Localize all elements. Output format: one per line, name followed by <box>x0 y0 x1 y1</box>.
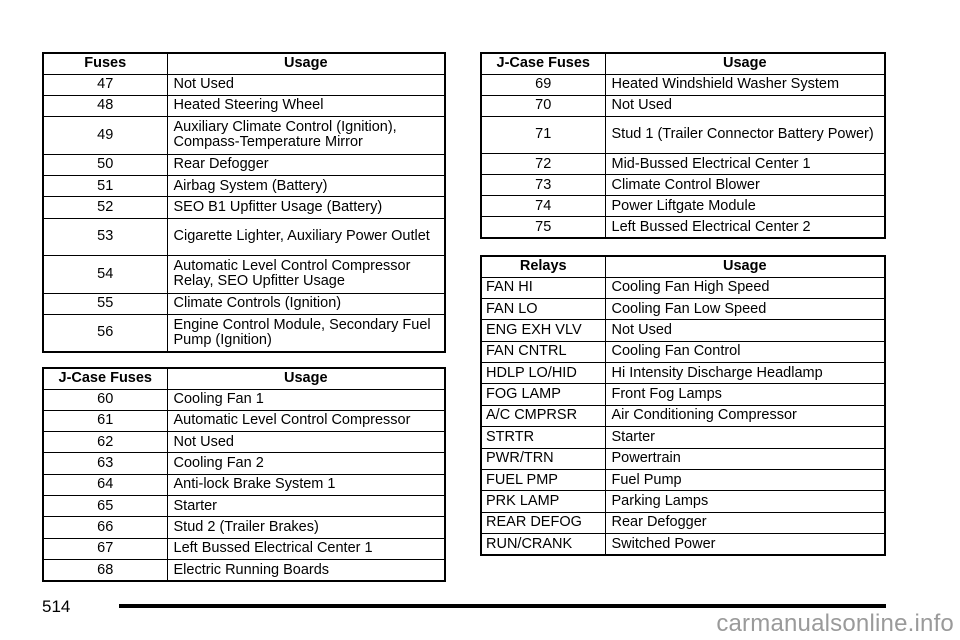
table-header-row <box>43 53 445 74</box>
fuse-number: 61 <box>43 410 167 431</box>
fuse-usage: Left Bussed Electrical Center 2 <box>605 217 885 238</box>
table-row <box>43 175 445 196</box>
fuse-number: 56 <box>43 314 167 352</box>
jcase-fuses-table-1 <box>42 367 446 582</box>
relay-code: REAR DEFOG <box>481 512 605 533</box>
fuse-number: 65 <box>43 496 167 517</box>
relay-code: HDLP LO/HID <box>481 363 605 384</box>
fuse-usage: Starter <box>167 496 445 517</box>
table-row <box>481 363 885 384</box>
fuse-usage: Cooling Fan 1 <box>167 389 445 410</box>
fuse-number: 60 <box>43 389 167 410</box>
table-row <box>481 74 885 95</box>
table-row <box>481 427 885 448</box>
column-header: Usage <box>605 53 885 74</box>
table-row <box>481 217 885 238</box>
fuse-number: 51 <box>43 175 167 196</box>
table-row <box>43 538 445 559</box>
page-number: 514 <box>42 597 71 616</box>
fuses-table <box>42 52 446 353</box>
fuse-number: 74 <box>481 196 605 217</box>
fuse-usage: Rear Defogger <box>167 154 445 175</box>
fuse-number: 67 <box>43 538 167 559</box>
fuse-usage: Not Used <box>167 432 445 453</box>
fuse-number: 50 <box>43 154 167 175</box>
column-header: J-Case Fuses <box>481 53 605 74</box>
column-header: J-Case Fuses <box>43 368 167 389</box>
table-row <box>481 116 885 153</box>
relay-code: A/C CMPRSR <box>481 405 605 426</box>
fuse-usage: Left Bussed Electrical Center 1 <box>167 538 445 559</box>
fuse-usage: Not Used <box>605 95 885 116</box>
fuse-number: 54 <box>43 256 167 294</box>
relay-usage: Starter <box>605 427 885 448</box>
fuse-number: 70 <box>481 95 605 116</box>
table-row <box>43 197 445 218</box>
table-row <box>43 74 445 95</box>
fuse-usage: SEO B1 Upfitter Usage (Battery) <box>167 197 445 218</box>
fuse-usage: Electric Running Boards <box>167 560 445 581</box>
fuse-number: 52 <box>43 197 167 218</box>
fuse-usage: Cigarette Lighter, Auxiliary Power Outlet <box>167 218 445 256</box>
fuse-usage: Anti-lock Brake System 1 <box>167 474 445 495</box>
fuse-number: 63 <box>43 453 167 474</box>
fuse-usage: Climate Controls (Ignition) <box>167 293 445 314</box>
table-row <box>481 153 885 174</box>
column-header: Relays <box>481 256 605 277</box>
relay-usage: Cooling Fan Control <box>605 341 885 362</box>
fuse-number: 75 <box>481 217 605 238</box>
fuse-usage: Automatic Level Control Compressor <box>167 410 445 431</box>
fuse-usage: Cooling Fan 2 <box>167 453 445 474</box>
relay-usage: Hi Intensity Discharge Headlamp <box>605 363 885 384</box>
table-row <box>43 432 445 453</box>
fuse-usage: Mid-Bussed Electrical Center 1 <box>605 153 885 174</box>
relay-usage: Air Conditioning Compressor <box>605 405 885 426</box>
table-row <box>43 410 445 431</box>
table-row <box>43 517 445 538</box>
fuse-number: 55 <box>43 293 167 314</box>
table-header-row <box>481 53 885 74</box>
fuse-number: 48 <box>43 95 167 116</box>
column-header: Fuses <box>43 53 167 74</box>
fuse-usage: Airbag System (Battery) <box>167 175 445 196</box>
relay-usage: Not Used <box>605 320 885 341</box>
fuse-usage: Engine Control Module, Secondary Fuel Pump (Ignition) <box>167 314 445 352</box>
fuse-usage: Climate Control Blower <box>605 175 885 196</box>
footer-rule <box>119 604 886 608</box>
table-row <box>481 491 885 512</box>
table-row <box>481 320 885 341</box>
fuse-usage: Not Used <box>167 74 445 95</box>
fuse-number: 64 <box>43 474 167 495</box>
relay-code: PWR/TRN <box>481 448 605 469</box>
table-row <box>43 95 445 116</box>
relay-code: STRTR <box>481 427 605 448</box>
table-row <box>481 448 885 469</box>
table-row <box>481 175 885 196</box>
column-header: Usage <box>605 256 885 277</box>
relay-code: FAN CNTRL <box>481 341 605 362</box>
fuse-usage: Heated Steering Wheel <box>167 95 445 116</box>
fuse-usage: Power Liftgate Module <box>605 196 885 217</box>
fuse-number: 68 <box>43 560 167 581</box>
table-row <box>481 298 885 319</box>
table-row <box>481 534 885 556</box>
relay-usage: Cooling Fan Low Speed <box>605 298 885 319</box>
relays-table <box>480 255 886 556</box>
table-row <box>481 277 885 298</box>
table-row <box>481 469 885 490</box>
relay-code: FUEL PMP <box>481 469 605 490</box>
table-header-row <box>43 368 445 389</box>
relay-code: ENG EXH VLV <box>481 320 605 341</box>
relay-usage: Front Fog Lamps <box>605 384 885 405</box>
relay-code: FOG LAMP <box>481 384 605 405</box>
fuse-usage: Auxiliary Climate Control (Ignition), Compass-Temperature Mirror <box>167 117 445 155</box>
fuse-usage: Heated Windshield Washer System <box>605 74 885 95</box>
relay-usage: Cooling Fan High Speed <box>605 277 885 298</box>
fuse-usage: Stud 1 (Trailer Connector Battery Power) <box>605 116 885 153</box>
fuse-number: 53 <box>43 218 167 256</box>
table-row <box>43 293 445 314</box>
fuse-number: 49 <box>43 117 167 155</box>
table-row <box>43 218 445 256</box>
table-row <box>481 341 885 362</box>
fuse-number: 69 <box>481 74 605 95</box>
table-row <box>43 496 445 517</box>
table-row <box>43 256 445 294</box>
fuse-number: 71 <box>481 116 605 153</box>
table-row <box>43 560 445 581</box>
table-row <box>481 196 885 217</box>
fuse-usage: Stud 2 (Trailer Brakes) <box>167 517 445 538</box>
table-row <box>43 453 445 474</box>
relay-code: RUN/CRANK <box>481 534 605 556</box>
table-row <box>43 314 445 352</box>
relay-code: FAN LO <box>481 298 605 319</box>
relay-usage: Fuel Pump <box>605 469 885 490</box>
column-header: Usage <box>167 368 445 389</box>
fuse-number: 62 <box>43 432 167 453</box>
relay-usage: Parking Lamps <box>605 491 885 512</box>
jcase-fuses-table-2 <box>480 52 886 239</box>
relay-usage: Powertrain <box>605 448 885 469</box>
table-header-row <box>481 256 885 277</box>
watermark: carmanualsonline.info <box>716 610 954 637</box>
relay-usage: Rear Defogger <box>605 512 885 533</box>
relay-code: PRK LAMP <box>481 491 605 512</box>
table-row <box>43 389 445 410</box>
fuse-number: 73 <box>481 175 605 196</box>
table-row <box>481 384 885 405</box>
table-row <box>43 474 445 495</box>
relay-code: FAN HI <box>481 277 605 298</box>
fuse-number: 66 <box>43 517 167 538</box>
table-row <box>481 95 885 116</box>
fuse-usage: Automatic Level Control Compressor Relay, SEO Upfitter Usage <box>167 256 445 294</box>
relay-usage: Switched Power <box>605 534 885 556</box>
table-row <box>481 512 885 533</box>
table-row <box>481 405 885 426</box>
fuse-number: 47 <box>43 74 167 95</box>
column-header: Usage <box>167 53 445 74</box>
fuse-number: 72 <box>481 153 605 174</box>
table-row <box>43 154 445 175</box>
table-row <box>43 117 445 155</box>
